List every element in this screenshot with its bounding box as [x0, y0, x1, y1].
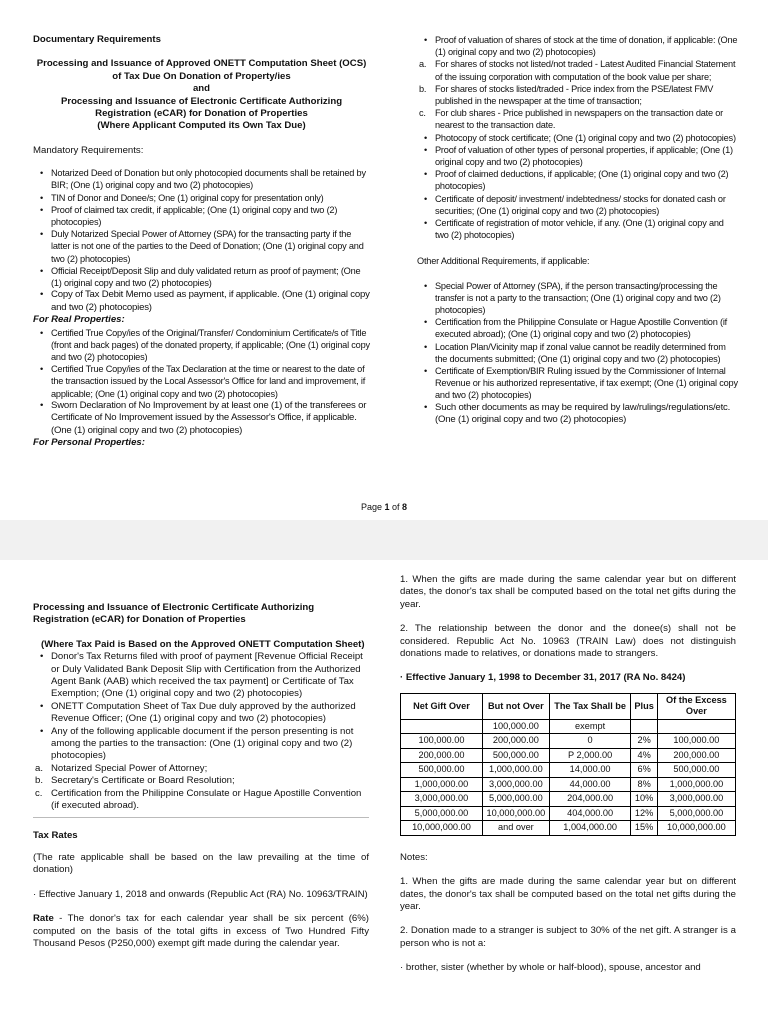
table-row: 5,000,000.00 10,000,000.00 404,000.00 12% 5,000,000.00 [401, 806, 736, 821]
list-item: • Sworn Declaration of No Improvement by at least one (1) of the transferees or Certificate of No Improvement issued by the Assessor's Office, if applicable. (One (1) original copy and two (2) photocopies) [51, 400, 370, 437]
list-item: • Proof of valuation of shares of stock at the time of donation, if applicable: (One (1) original copy and two (2) photocopies) [435, 34, 739, 58]
rate-note: (The rate applicable shall be based on the law prevailing at the time of donation) [33, 851, 369, 876]
note-paragraph: 1. When the gifts are made during the same calendar year but on different dates, the donor's tax shall be computed based on the total net gifts during the year. [400, 876, 736, 913]
valuation-list [417, 34, 739, 58]
list-item: b. Secretary's Certificate or Board Resolution; [35, 775, 235, 787]
list-item: • Copy of Tax Debit Memo used as payment, if applicable. (One (1) original copy and two (2) photocopies) [51, 289, 370, 314]
page2-left-column [33, 602, 369, 950]
table-row: 100,000.00 exempt [401, 719, 736, 734]
list-item: a. For shares of stocks not listed/not traded - Latest Audited Financial Statement of the issuing corporation with computation of the book value per share; [419, 59, 736, 82]
personal-properties-list [417, 132, 739, 242]
tax-rates-label: Tax Rates [33, 829, 78, 841]
personal-properties-label: For Personal Properties: [33, 436, 145, 448]
doc-title: Documentary Requirements [33, 34, 161, 45]
ecar-alpha-list [33, 763, 369, 813]
table-row: 200,000.00 500,000.00 P 2,000.00 4% 200,000.00 [401, 748, 736, 763]
list-item: • Certificate of deposit/ investment/ indebtedness/ stocks for donated cash or securities; (One (1) original copy and two (2) photocopies) [435, 193, 739, 217]
list-item: b. For shares of stocks listed/traded - Price index from the PSE/latest FMV published in the newspaper at the time of transaction; [419, 83, 714, 107]
list-item: c. Certification from the Philippine Consulate or Hague Apostille Convention (if executed abroad). [35, 787, 362, 812]
list-item: • Proof of claimed deductions, if applicable; (One (1) original copy and two (2) photocopies) [435, 168, 739, 192]
note-paragraph: · brother, sister (whether by whole or half-blood), spouse, ancestor and [400, 962, 701, 974]
page-gap [0, 520, 768, 560]
list-item: • Certificate of Exemption/BIR Ruling issued by the Commissioner of Internal Revenue or his authorized representative, if tax exempt; (One (1) original copy and two (2) photocopies) [435, 365, 739, 402]
table-header: Net Gift Over [401, 693, 483, 719]
rate-paragraph: Rate - The donor's tax for each calendar year shall be six percent (6%) computed on the basis of the total gifts in excess of Two Hundred Fifty Thousand Pesos (P250,000) exempt gift made during the calendar year. [33, 913, 369, 949]
list-item: • Proof of valuation of other types of personal properties, if applicable; (One (1) original copy and two (2) photocopies) [435, 144, 739, 168]
ecar-requirements-list [33, 651, 369, 763]
mandatory-label: Mandatory Requirements: [33, 144, 144, 156]
table-row: 3,000,000.00 5,000,000.00 204,000.00 10% 3,000,000.00 [401, 792, 736, 807]
table-header: The Tax Shall be [549, 693, 631, 719]
list-item: • Certified True Copy/ies of the Tax Declaration at the time or nearest to the date of the transaction issued by the Local Assessor's Office for land and improvement, if applicable; (One (1) original copy and two (2) photocopies) [51, 363, 370, 400]
effective-1998: · Effective January 1, 1998 to December 31, 2017 (RA No. 8424) [400, 672, 686, 684]
list-item: • Special Power of Attorney (SPA), if the person transacting/processing the transfer is not a party to the transaction; (One (1) original copy and two (2) photocopies) [435, 280, 739, 317]
list-item: • Certificate of registration of motor vehicle, if any. (One (1) original copy and two (2) photocopies) [435, 217, 739, 241]
table-row: 10,000,000.00 and over 1,004,000.00 15% 10,000,000.00 [401, 821, 736, 836]
table-header: Of the Excess Over [657, 693, 735, 719]
table-row: 100,000.00 200,000.00 0 2% 100,000.00 [401, 734, 736, 749]
page-number-footer: Page 1 of 8 [360, 502, 408, 512]
list-item: • Such other documents as may be required by law/rulings/regulations/etc. (One (1) original copy and two (2) photocopies) [435, 402, 739, 427]
list-item: a. Notarized Special Power of Attorney; [35, 762, 208, 774]
valuation-alpha-list [417, 58, 739, 131]
mandatory-list [33, 167, 370, 314]
list-item: c. For club shares - Price published in newspapers on the transaction date or nearest to the transaction date. [419, 108, 724, 131]
donor-tax-table [400, 693, 736, 836]
divider [33, 817, 369, 818]
title-ocs: Processing and Issuance of Approved ONETT Computation Sheet (OCS) of Tax Due On Donation of Property/ies [36, 58, 367, 82]
ecar-subtitle: (Where Tax Paid is Based on the Approved ONETT Computation Sheet) [41, 638, 365, 650]
table-header: Plus [631, 693, 657, 719]
list-item: • Location Plan/Vicinity map if zonal value cannot be readily determined from the documents submitted; (One (1) original copy and two (2) photocopies) [435, 341, 739, 365]
real-properties-label: For Real Properties: [33, 314, 125, 326]
table-row: 500,000.00 1,000,000.00 14,000.00 6% 500,000.00 [401, 763, 736, 778]
list-item: • Any of the following applicable document if the person presenting is not among the parties to the transaction: (One (1) original copy and two (2) photocopies) [51, 726, 369, 763]
page2-right-column [400, 574, 736, 975]
title-and: and [192, 83, 211, 95]
page1-left-column [33, 34, 370, 449]
list-item: • Certification from the Philippine Consulate or Hague Apostille Convention (if executed abroad); (One (1) original copy and two (2) photocopies) [435, 316, 739, 340]
list-item: • Official Receipt/Deposit Slip and duly validated return as proof of payment; (One (1) original copy and two (2) photocopies) [51, 265, 370, 289]
list-item: • Photocopy of stock certificate; (One (1) original copy and two (2) photocopies) [435, 132, 739, 144]
list-item: • TIN of Donor and Donee/s; One (1) original copy for presentation only) [51, 192, 370, 204]
table-row: 1,000,000.00 3,000,000.00 44,000.00 8% 1,000,000.00 [401, 777, 736, 792]
list-item: • Duly Notarized Special Power of Attorney (SPA) for the transacting party if the latter is not one of the parties to the Deed of Donation; (One (1) original copy and two (2) photocopies) [51, 228, 370, 265]
real-properties-list [33, 327, 370, 437]
table-header-row [401, 693, 736, 719]
list-item: • Donor's Tax Returns filed with proof of payment [Revenue Official Receipt or Duly Validated Bank Deposit Slip with Certification from the Authorized Agent Bank (AAB) which received the tax payment] or Certificate of Tax Exemption; (One (1) original copy and two (2) photocopies) [51, 651, 369, 701]
effective-2018: · Effective January 1, 2018 and onwards (Republic Act (RA) No. 10963/TRAIN) [33, 888, 368, 900]
list-item: • Certified True Copy/ies of the Original/Transfer/ Condominium Certificate/s of Title (front and back pages) of the donated property, if applicable; (One (1) original copy and two (2) photocopies) [51, 327, 370, 364]
note-paragraph: 2. The relationship between the donor and the donee(s) shall not be considered. Republic Act No. 10963 (TRAIN Law) does not distinguish donations made to relatives, or donations made to strangers. [400, 623, 736, 660]
note-paragraph: 1. When the gifts are made during the same calendar year but on different dates, the donor's tax shall be computed based on the total net gifts during the year. [400, 574, 736, 610]
note-paragraph: 2. Donation made to a stranger is subject to 30% of the net gift. A stranger is a person who is not a: [400, 925, 736, 949]
list-item: • Proof of claimed tax credit, if applicable; (One (1) original copy and two (2) photocopies) [51, 204, 370, 228]
other-requirements-label: Other Additional Requirements, if applicable: [417, 256, 590, 267]
title-ecar: Processing and Issuance of Electronic Certificate Authorizing Registration (eCAR) for Donation of Properties [60, 95, 343, 120]
title-own-tax: (Where Applicant Computed its Own Tax Due) [97, 120, 306, 132]
page1-right-column [417, 34, 739, 427]
notes-label: Notes: [400, 851, 428, 863]
list-item: • Notarized Deed of Donation but only photocopied documents shall be retained by BIR; (One (1) original copy and two (2) photocopies) [51, 167, 370, 191]
table-header: But not Over [482, 693, 549, 719]
document-page-2 [0, 560, 768, 1024]
list-item: • ONETT Computation Sheet of Tax Due duly approved by the authorized Revenue Officer; (One (1) original copy and two (2) photocopies) [51, 701, 369, 726]
other-requirements-list [417, 280, 739, 427]
ecar-title: Processing and Issuance of Electronic Certificate Authorizing Registration (eCAR) for Donation of Properties [33, 602, 315, 626]
